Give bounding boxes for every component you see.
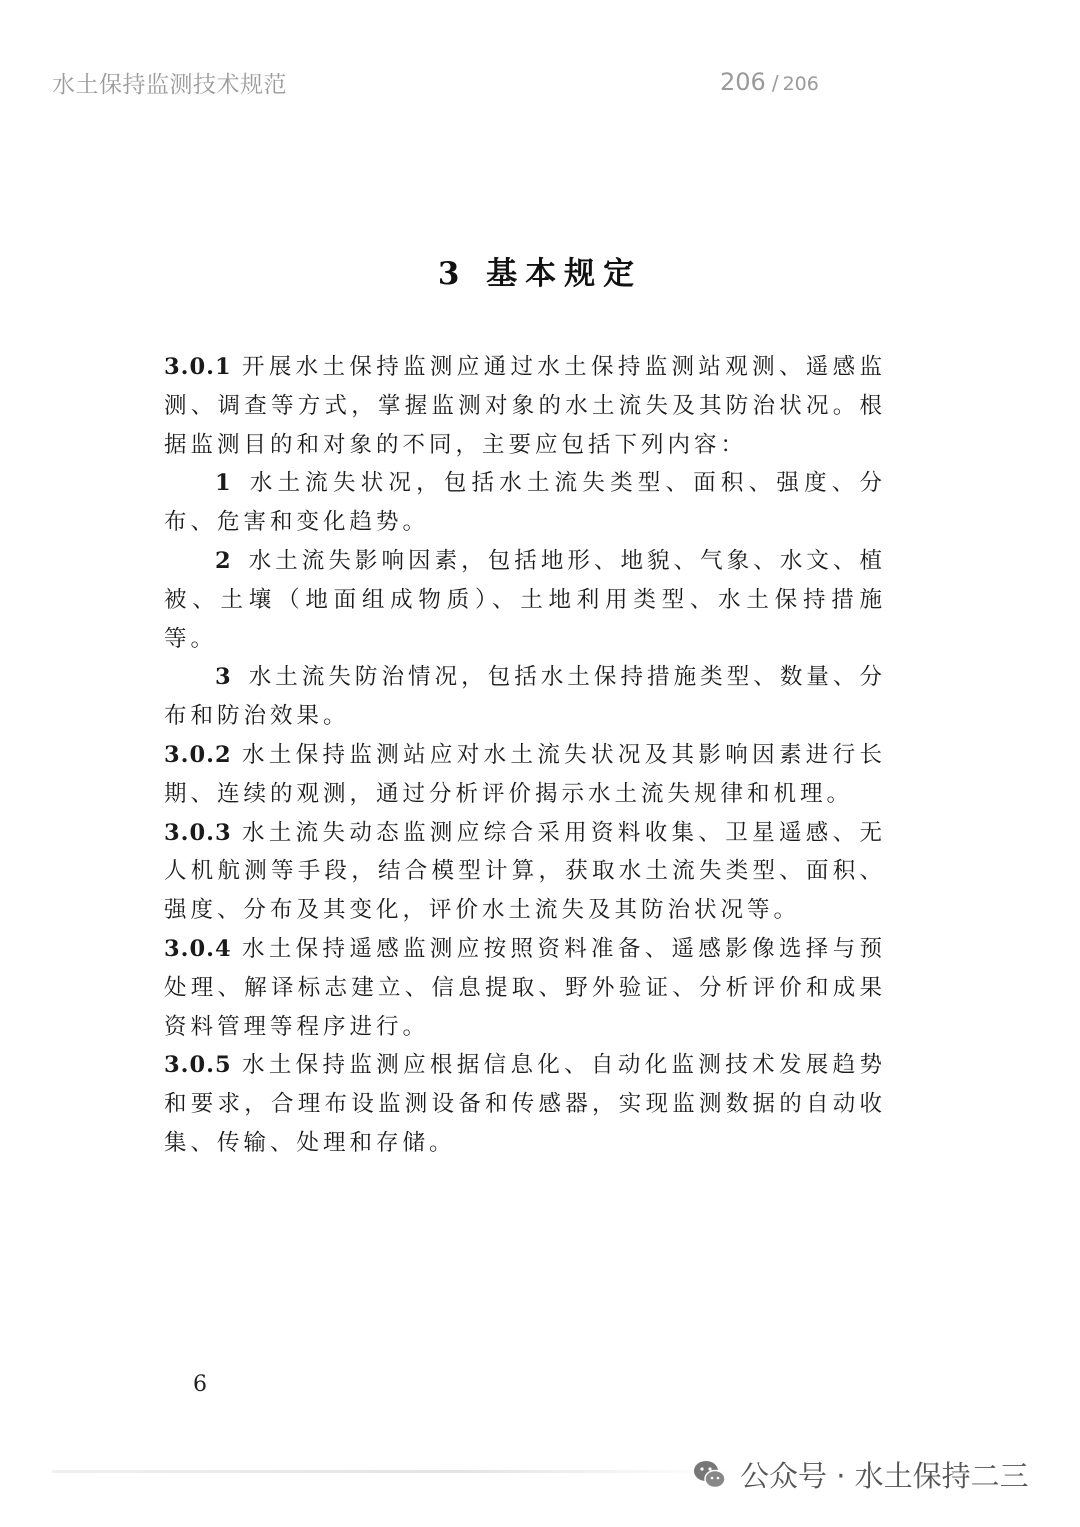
- page-number: 6: [193, 1372, 207, 1397]
- watermark: [692, 1454, 1029, 1495]
- document-body: [164, 348, 886, 1163]
- current-page: 206: [720, 68, 766, 96]
- list-item: [164, 464, 886, 542]
- clause-number: 3.0.4: [164, 935, 232, 962]
- page-indicator: [720, 68, 819, 96]
- wechat-icon: [692, 1459, 728, 1491]
- clause-number: 3.0.5: [164, 1052, 232, 1079]
- clause-text: 水土保持监测站应对水土流失状况及其影响因素进行长期、连续的观测，通过分析评价揭示水土流失规律和机理。: [164, 741, 886, 807]
- clause-3-0-5: [164, 1046, 886, 1162]
- clause-text: 水土流失动态监测应综合采用资料收集、卫星遥感、无人机航测等手段，结合模型计算，获取水土流失类型、面积、强度、分布及其变化，评价水土流失及其防治状况等。: [164, 819, 886, 924]
- item-number: 1: [215, 470, 235, 497]
- clause-text: 开展水土保持监测应通过水土保持监测站观测、遥感监测、调查等方式，掌握监测对象的水土流失及其防治状况。根据监测目的和对象的不同，主要应包括下列内容：: [164, 354, 886, 458]
- clause-number: 3.0.2: [164, 741, 232, 768]
- page-separator: /: [771, 71, 779, 95]
- list-item: [164, 542, 886, 658]
- list-item: [164, 658, 886, 736]
- item-number: 3: [215, 664, 235, 691]
- clause-number: 3.0.1: [164, 354, 232, 380]
- clause-number: 3.0.3: [164, 819, 232, 846]
- footer-divider: [52, 1470, 732, 1473]
- item-text: 水土流失影响因素，包括地形、地貌、气象、水文、植被、土壤（地面组成物质）、土地利用类型、水土保持措施等。: [164, 547, 886, 652]
- item-text: 水土流失防治情况，包括水土保持措施类型、数量、分布和防治效果。: [164, 664, 886, 730]
- clause-3-0-1: [164, 348, 886, 464]
- document-title: 水土保持监测技术规范: [52, 72, 287, 98]
- clause-text: 水土保持遥感监测应按照资料准备、遥感影像选择与预处理、解译标志建立、信息提取、野外验证、分析评价和成果资料管理等程序进行。: [164, 935, 886, 1040]
- chapter-title: 3 基本规定: [437, 256, 643, 292]
- clause-text: 水土保持监测应根据信息化、自动化监测技术发展趋势和要求，合理布设监测设备和传感器，实现监测数据的自动收集、传输、处理和存储。: [164, 1052, 886, 1156]
- item-number: 2: [215, 547, 235, 574]
- clause-3-0-2: [164, 736, 886, 814]
- item-text: 水土流失状况，包括水土流失类型、面积、强度、分布、危害和变化趋势。: [164, 470, 886, 536]
- clause-3-0-4: [164, 930, 886, 1046]
- total-pages: 206: [782, 73, 819, 95]
- clause-3-0-3: [164, 814, 886, 930]
- watermark-text: 公众号 · 水土保持二三: [740, 1459, 1029, 1493]
